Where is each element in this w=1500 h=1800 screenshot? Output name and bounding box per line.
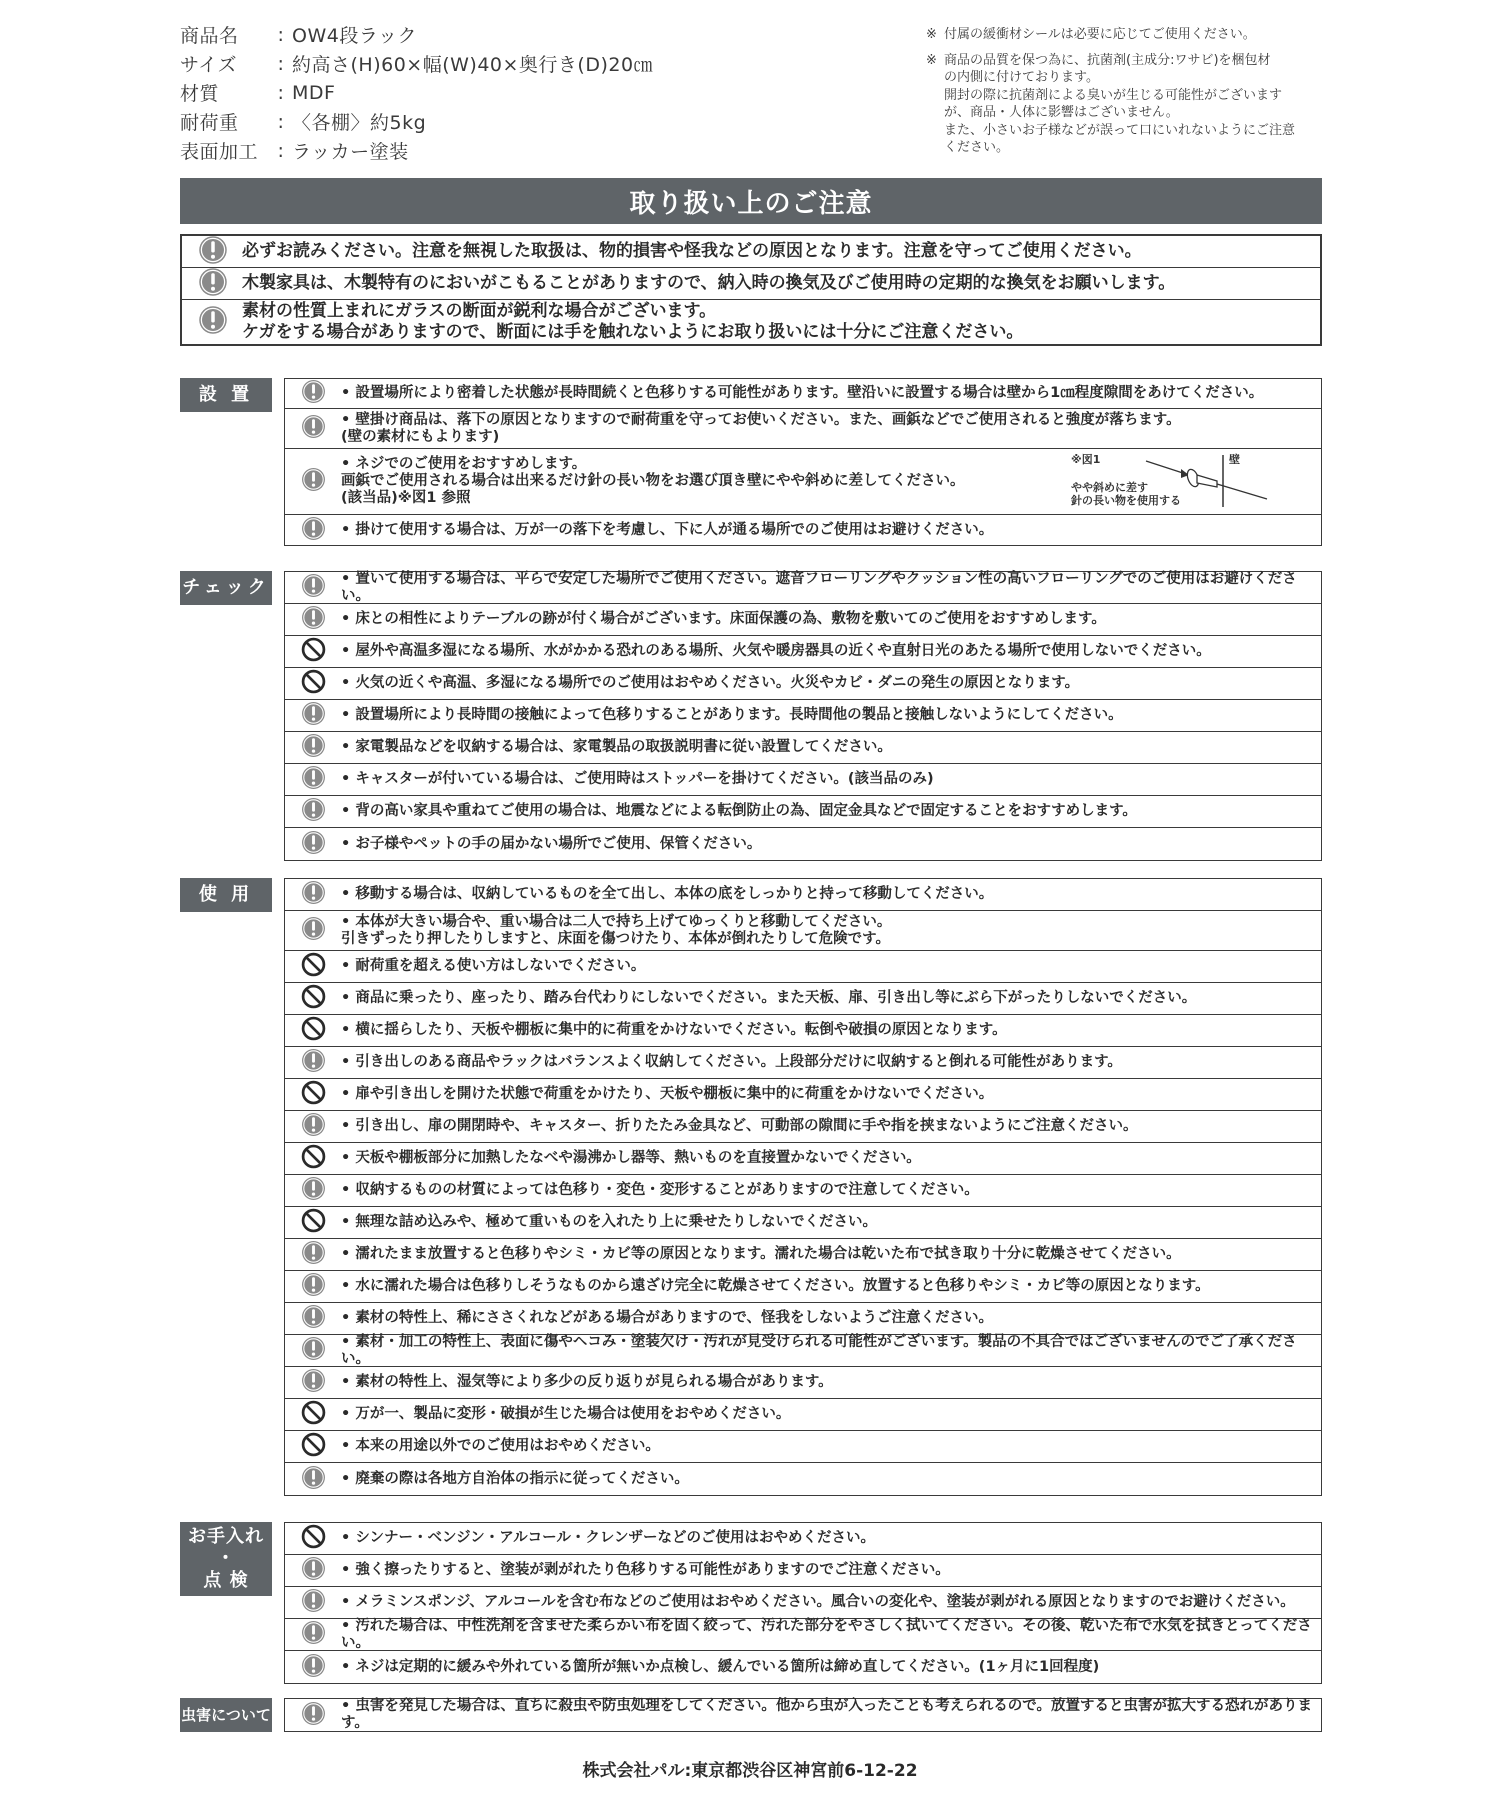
section-label: チェック: [180, 571, 272, 605]
spec-label: 商品名: [180, 25, 239, 47]
note-text: 商品の品質を保つ為に、抗菌剤(主成分:ワサビ)を梱包材 の内側に付けております。 開封の際に抗菌剤による臭いが生じる可能性がございます が、商品・人体に影響はございません。 また、小さいお子様などが誤って口にいれないようにご注意 ください。: [944, 52, 1296, 155]
exclamation-icon: [301, 379, 326, 408]
page-title: 取り扱い上のご注意: [629, 188, 873, 219]
exclamation-icon: [301, 1336, 326, 1365]
icon-cell: [285, 733, 341, 762]
prohibited-icon: [301, 1432, 326, 1461]
note-item: [926, 52, 1326, 157]
exclamation-icon: [301, 1620, 326, 1649]
title-bar: [180, 178, 1322, 224]
icon-cell: [285, 573, 341, 602]
figure-wall-label: 壁: [1229, 453, 1240, 466]
icon-cell: [285, 379, 341, 408]
icon-cell: [285, 952, 341, 981]
notice-row: [285, 1239, 1321, 1271]
icon-cell: [285, 1048, 341, 1077]
prohibited-icon: [301, 637, 326, 666]
spec-colon: :: [277, 52, 285, 75]
icon-cell: [285, 414, 341, 443]
product-spec: [180, 20, 740, 165]
exclamation-icon: [198, 267, 228, 301]
notice-row: [285, 796, 1321, 828]
notice-text: • 置いて使用する場合は、平らで安定した場所でご使用ください。遮音フローリングやクッション性の高いフローリングでのご使用はお避けください。: [341, 570, 1297, 604]
figure-ref: ※図1: [1071, 453, 1101, 466]
spec-row: [180, 78, 740, 107]
exclamation-icon: [301, 1653, 326, 1682]
icon-cell: [285, 1208, 341, 1237]
notice-text: • 水に濡れた場合は色移りしそうなものから遠ざけ完全に乾燥させてください。放置すると色移りやシミ・カビ等の原因となります。: [341, 1278, 1210, 1294]
notice-text: • 収納するものの材質によっては色移り・変色・変形することがありますので注意してください。: [341, 1182, 979, 1198]
notice-text: • キャスターが付いている場合は、ご使用時はストッパーを掛けてください。(該当品のみ): [341, 771, 934, 787]
notice-row: [285, 1303, 1321, 1335]
notice-text: • 無理な詰め込みや、極めて重いものを入れたり上に乗せたりしないでください。: [341, 1214, 878, 1230]
exclamation-icon: [301, 880, 326, 909]
exclamation-icon: [301, 797, 326, 826]
notice-row: [285, 1463, 1321, 1495]
notice-text: • 屋外や高温多湿になる場所、水がかかる恐れのある場所、火気や暖房器具の近くや直射日光のあたる場所で使用しないでください。: [341, 643, 1211, 659]
spec-label: 耐荷重: [180, 112, 239, 134]
exclamation-icon: [301, 916, 326, 945]
exclamation-icon: [301, 573, 326, 602]
icon-cell: [285, 1588, 341, 1617]
section-table: [284, 571, 1322, 861]
notice-text: • 火気の近くや高温、多湿になる場所でのご使用はおやめください。火災やカビ・ダニの発生の原因となります。: [341, 675, 1080, 691]
icon-cell: [285, 1524, 341, 1553]
notice-text: • 虫害を発見した場合は、直ちに殺虫や防虫処理をしてください。他から虫が入ったことも考えられるので。放置すると虫害が拡大する恐れがあります。: [341, 1698, 1313, 1731]
icon-cell: [285, 1465, 341, 1494]
section-label: 設 置: [180, 378, 272, 412]
notice-row: [285, 1587, 1321, 1619]
exclamation-icon: [301, 605, 326, 634]
icon-cell: [285, 1701, 341, 1730]
notice-row: [285, 1015, 1321, 1047]
notice-text: • メラミンスポンジ、アルコールを含む布などのご使用はおやめください。風合いの変化や、塗装が剥がれる原因となりますのでお避けください。: [341, 1594, 1295, 1610]
exclamation-icon: [198, 235, 228, 269]
notice-row: [285, 515, 1321, 545]
notice-row: [285, 764, 1321, 796]
spec-value: MDF: [292, 81, 336, 104]
notice-row: [285, 828, 1321, 860]
exclamation-icon: [301, 1304, 326, 1333]
prohibited-icon: [301, 1400, 326, 1429]
icon-cell: [285, 984, 341, 1013]
notice-text: • 家電製品などを収納する場合は、家電製品の取扱説明書に従い設置してください。: [341, 739, 892, 755]
notice-row: [285, 1047, 1321, 1079]
exclamation-icon: [301, 1588, 326, 1617]
section-label: 虫害について: [180, 1698, 272, 1732]
notice-row: [285, 1431, 1321, 1463]
notice-text: • 濡れたまま放置すると色移りやシミ・カビ等の原因となります。濡れた場合は乾いた布で拭き取り十分に乾燥させてください。: [341, 1246, 1181, 1262]
notice-text: • 横に揺らしたり、天板や棚板に集中的に荷重をかけないでください。転倒や破損の原因となります。: [341, 1022, 1007, 1038]
notice-row: [285, 1555, 1321, 1587]
warning-row: [182, 300, 1320, 344]
notice-row: [285, 1143, 1321, 1175]
notice-row: [285, 1699, 1321, 1731]
spec-colon: :: [277, 23, 285, 46]
icon-cell: [285, 1432, 341, 1461]
spec-row: [180, 107, 740, 136]
notice-row: [285, 1523, 1321, 1555]
spec-value: 約高さ(H)60×幅(W)40×奥行き(D)20㎝: [292, 54, 654, 76]
section-table: [284, 878, 1322, 1496]
section-label: 使 用: [180, 878, 272, 912]
prohibited-icon: [301, 669, 326, 698]
icon-cell: [285, 1336, 341, 1365]
exclamation-icon: [301, 733, 326, 762]
notice-row: [285, 636, 1321, 668]
notice-text: • 掛けて使用する場合は、万が一の落下を考慮し、下に人が通る場所でのご使用はお避けください。: [341, 521, 994, 538]
spec-row: [180, 136, 740, 165]
icon-cell: [285, 1176, 341, 1205]
spec-row: [180, 20, 740, 49]
notice-text: • ネジでのご使用をおすすめします。 画鋲でご使用される場合は出来るだけ針の長い物をお選び頂き壁にやや斜めに差してください。 (該当品)※図1 参照: [341, 456, 965, 506]
pushpin-figure: [1071, 453, 1281, 509]
icon-cell: [285, 797, 341, 826]
warning-text: 木製家具は、木製特有のにおいがこもることがありますので、納入時の換気及びご使用時の定期的な換気をお願いします。: [242, 273, 1176, 293]
notice-text: • 引き出しのある商品やラックはバランスよく収納してください。上段部分だけに収納すると倒れる可能性があります。: [341, 1054, 1122, 1070]
exclamation-icon: [301, 414, 326, 443]
notice-row: [285, 700, 1321, 732]
exclamation-icon: [301, 1112, 326, 1141]
exclamation-icon: [198, 305, 228, 339]
icon-cell: [285, 1368, 341, 1397]
prohibited-icon: [301, 1208, 326, 1237]
note-mark: ※: [926, 27, 937, 42]
notice-row: [285, 1271, 1321, 1303]
icon-cell: [285, 1556, 341, 1585]
warning-text: 素材の性質上まれにガラスの断面が鋭利な場合がございます。 ケガをする場合がありますので、断面には手を触れないようにお取り扱いには十分にご注意ください。: [242, 301, 1024, 342]
icon-cell: [285, 1080, 341, 1109]
notice-text: • シンナー・ベンジン・アルコール・クレンザーなどのご使用はおやめください。: [341, 1530, 875, 1546]
notice-text: • 汚れた場合は、中性洗剤を含ませた柔らかい布を固く絞って、汚れた部分をやさしく拭いてください。その後、乾いた布で水気を拭きとってください。: [341, 1617, 1312, 1651]
icon-cell: [285, 467, 341, 496]
notice-text: • 移動する場合は、収納しているものを全て出し、本体の底をしっかりと持って移動してください。: [341, 886, 994, 902]
exclamation-icon: [301, 1048, 326, 1077]
notice-row: [285, 879, 1321, 911]
notice-row: [285, 951, 1321, 983]
notice-row: [285, 983, 1321, 1015]
notice-text: • 背の高い家具や重ねてご使用の場合は、地震などによる転倒防止の為、固定金具などで固定することをおすすめします。: [341, 803, 1137, 819]
section-label: お手入れ ・ 点 検: [180, 1522, 272, 1596]
spec-colon: :: [277, 110, 285, 133]
warning-row: [182, 268, 1320, 300]
warning-text: 必ずお読みください。注意を無視した取扱は、物的損害や怪我などの原因となります。注意を守ってご使用ください。: [242, 241, 1142, 261]
notice-row: [285, 449, 1321, 515]
notice-text: • 床との相性によりテーブルの跡が付く場合がございます。床面保護の為、敷物を敷いてのご使用をおすすめします。: [341, 611, 1106, 627]
section-table: [284, 378, 1322, 546]
notice-text: • 扉や引き出しを開けた状態で荷重をかけたり、天板や棚板に集中的に荷重をかけないでください。: [341, 1086, 994, 1102]
spec-colon: :: [277, 139, 285, 162]
exclamation-icon: [301, 1465, 326, 1494]
exclamation-icon: [301, 1368, 326, 1397]
exclamation-icon: [301, 1272, 326, 1301]
icon-cell: [285, 1112, 341, 1141]
prohibited-icon: [301, 1080, 326, 1109]
notice-row: [285, 1111, 1321, 1143]
exclamation-icon: [301, 1701, 326, 1730]
icon-cell: [285, 669, 341, 698]
notice-row: [285, 1207, 1321, 1239]
note-mark: ※: [926, 52, 937, 68]
icon-cell: [285, 637, 341, 666]
notice-row: [285, 1399, 1321, 1431]
spec-value: OW4段ラック: [292, 25, 417, 47]
notice-text: • 設置場所により密着した状態が長時間続くと色移りする可能性があります。壁沿いに設置する場合は壁から1㎝程度隙間をあけてください。: [341, 385, 1264, 401]
notice-row: [285, 1175, 1321, 1207]
notice-text: • 廃棄の際は各地方自治体の指示に従ってください。: [341, 1470, 689, 1487]
icon-cell: [285, 880, 341, 909]
spec-label: 材質: [180, 83, 220, 105]
notice-row: [285, 1079, 1321, 1111]
icon-cell: [285, 1240, 341, 1269]
prohibited-icon: [301, 952, 326, 981]
notice-text: • 設置場所により長時間の接触によって色移りすることがあります。長時間他の製品と接触しないようにしてください。: [341, 707, 1123, 723]
icon-cell: [285, 516, 341, 545]
prohibited-icon: [301, 1016, 326, 1045]
notice-row: [285, 1619, 1321, 1651]
notice-text: • 本体が大きい場合や、重い場合は二人で持ち上げてゆっくりと移動してください。 引きずったり押したりしますと、床面を傷つけたり、本体が倒れたりして危険です。: [341, 913, 892, 947]
icon-cell: [285, 605, 341, 634]
notice-text: • 素材・加工の特性上、表面に傷やヘコみ・塗装欠け・汚れが見受けられる可能性がございます。製品の不具合ではございませんのでご了承ください。: [341, 1333, 1297, 1367]
notice-text: • 強く擦ったりすると、塗装が剥がれたり色移りする可能性がありますのでご注意ください。: [341, 1562, 950, 1578]
icon-cell: [285, 1620, 341, 1649]
notice-row: [285, 572, 1321, 604]
exclamation-icon: [301, 830, 326, 859]
notice-text: • ネジは定期的に緩みや外れている箇所が無いか点検し、緩んでいる箇所は締め直してください。(1ヶ月に1回程度): [341, 1658, 1100, 1675]
spec-value: ラッカー塗装: [292, 141, 409, 163]
icon-cell: [285, 916, 341, 945]
company-footer: 株式会社パル:東京都渋谷区神宮前6-12-22: [582, 1761, 918, 1781]
note-item: [926, 26, 1326, 44]
notice-text: • 壁掛け商品は、落下の原因となりますので耐荷重を守ってお使いください。また、画鋲などでご使用されると強度が落ちます。 (壁の素材にもよります): [341, 411, 1181, 445]
icon-cell: [285, 830, 341, 859]
spec-colon: :: [277, 81, 285, 104]
exclamation-icon: [301, 765, 326, 794]
notice-row: [285, 1367, 1321, 1399]
notice-row: [285, 732, 1321, 764]
exclamation-icon: [301, 1240, 326, 1269]
figure-caption: やや斜めに差す 針の長い物を使用する: [1071, 481, 1181, 507]
exclamation-icon: [301, 1176, 326, 1205]
notice-row: [285, 1335, 1321, 1367]
notice-text: • 万が一、製品に変形・破損が生じた場合は使用をおやめください。: [341, 1406, 791, 1422]
prohibited-icon: [301, 984, 326, 1013]
notice-row: [285, 379, 1321, 409]
prohibited-icon: [301, 1144, 326, 1173]
icon-cell: [285, 1016, 341, 1045]
spec-row: [180, 49, 740, 78]
notice-row: [285, 1651, 1321, 1683]
notice-text: • 天板や棚板部分に加熱したなべや湯沸かし器等、熱いものを直接置かないでください。: [341, 1150, 921, 1166]
notice-row: [285, 668, 1321, 700]
spec-value: 〈各棚〉約5kg: [292, 112, 427, 134]
notes-block: [926, 26, 1326, 165]
notice-text: • 本来の用途以外でのご使用はおやめください。: [341, 1438, 660, 1454]
icon-cell: [285, 1653, 341, 1682]
notice-row: [285, 409, 1321, 449]
exclamation-icon: [301, 1556, 326, 1585]
notice-text: • 引き出し、扉の開閉時や、キャスター、折りたたみ金具など、可動部の隙間に手や指を挟まないようにご注意ください。: [341, 1118, 1138, 1134]
warning-box: [180, 234, 1322, 346]
note-text: 付属の緩衝材シールは必要に応じてご使用ください。: [944, 27, 1256, 42]
notice-text: • 素材の特性上、稀にささくれなどがある場合がありますので、怪我をしないようご注意ください。: [341, 1310, 994, 1326]
exclamation-icon: [301, 701, 326, 730]
notice-row: [285, 604, 1321, 636]
section-table: [284, 1522, 1322, 1684]
icon-cell: [285, 1304, 341, 1333]
exclamation-icon: [301, 467, 326, 496]
notice-row: [285, 911, 1321, 951]
icon-cell: [285, 1272, 341, 1301]
section-table: [284, 1698, 1322, 1732]
prohibited-icon: [301, 1524, 326, 1553]
notice-text: • 商品に乗ったり、座ったり、踏み台代わりにしないでください。また天板、扉、引き出し等にぶら下がったりしないでください。: [341, 990, 1197, 1006]
spec-label: 表面加工: [180, 141, 259, 163]
exclamation-icon: [301, 516, 326, 545]
notice-text: • お子様やペットの手の届かない場所でご使用、保管ください。: [341, 835, 762, 852]
icon-cell: [285, 1144, 341, 1173]
warning-row: [182, 236, 1320, 268]
icon-cell: [285, 701, 341, 730]
icon-cell: [285, 1400, 341, 1429]
icon-cell: [285, 765, 341, 794]
notice-text: • 素材の特性上、湿気等により多少の反り返りが見られる場合があります。: [341, 1374, 833, 1390]
spec-label: サイズ: [180, 54, 237, 76]
notice-text: • 耐荷重を超える使い方はしないでください。: [341, 958, 646, 974]
